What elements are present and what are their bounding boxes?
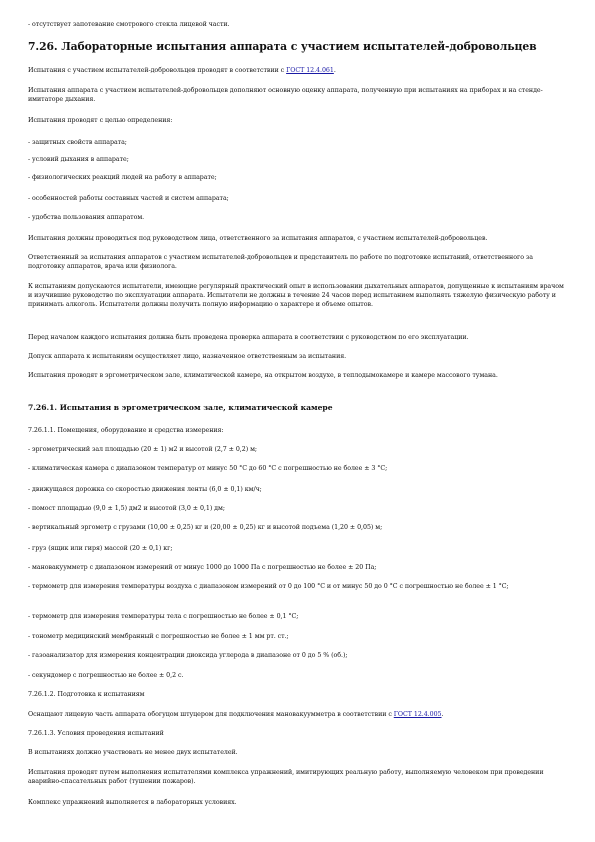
list-item: - движущаяся дорожка со скоростью движения ленты (6,0 ± 0,1) км/ч;: [28, 486, 262, 493]
paragraph: Перед началом каждого испытания должна быть проведена проверка аппарата в соответствии с руководством по его эксплуатации.: [28, 334, 469, 341]
list-item: - защитных свойств аппарата;: [28, 139, 127, 146]
paragraph: 7.26.1.1. Помещения, оборудование и средства измерения:: [28, 427, 224, 434]
paragraph: Допуск аппарата к испытаниям осуществляет лицо, назначенное ответственным за испытания.: [28, 353, 347, 360]
list-item: - мановакуумметр с диапазоном измерений от минус 1000 до 1000 Па с погрешностью не более ± 20 Па;: [28, 564, 377, 571]
paragraph: Испытания проводят путем выполнения испытателями комплекса упражнений, имитирующих реальную работу, выполняемую человеком при проведении аварийно-спасательных работ (тушении пожаров).: [28, 769, 544, 786]
list-item: - тонометр медицинский мембранный с погрешностью не более ± 1 мм рт. ст.;: [28, 633, 289, 640]
paragraph: Оснащают лицевую часть аппарата обогуцом штуцером для подключения мановакуумметра в соответствии с ГОСТ 12.4.005.: [28, 711, 444, 718]
list-item: - термометр для измерения температуры воздуха с диапазоном измерений от 0 до 100 °С и от минус 50 до 0 °С с погрешностью не более ± 1 °С;: [28, 583, 509, 590]
subsection-heading: 7.26.1. Испытания в эргометрическом зале, климатической камере: [28, 403, 333, 412]
list-item: - секундомер с погрешностью не более ± 0,2 с.: [28, 672, 184, 679]
list-item: - условий дыхания в аппарате;: [28, 156, 129, 163]
gost-link[interactable]: ГОСТ 12.4.061: [286, 67, 334, 74]
list-item: - эргометрический зал площадью (20 ± 1) м2 и высотой (2,7 ± 0,2) м;: [28, 446, 257, 453]
paragraph: Испытания с участием испытателей-добровольцев проводят в соответствии с ГОСТ 12.4.061.: [28, 67, 336, 74]
paragraph: Испытания проводят в эргометрическом зале, климатической камере, на открытом воздухе, в теплодымокамере и камере массового тумана.: [28, 372, 498, 379]
paragraph: 7.26.1.3. Условия проведения испытаний: [28, 730, 164, 737]
list-item: - удобства пользования аппаратом.: [28, 214, 145, 221]
list-item: - газоанализатор для измерения концентрации диоксида углерода в диапазоне от 0 до 5 % (об.);: [28, 652, 348, 659]
paragraph: В испытаниях должно участвовать не менее двух испытателей.: [28, 749, 238, 756]
section-heading: 7.26. Лабораторные испытания аппарата с участием испытателей-добровольцев: [28, 40, 537, 53]
list-item: - груз (ящик или гиря) массой (20 ± 0,1) кг;: [28, 545, 173, 552]
list-item: - вертикальный эргометр с грузами (10,00 ± 0,25) кг и (20,00 ± 0,25) кг и высотой подъема (1,20 ± 0,05) м;: [28, 524, 383, 531]
paragraph: Комплекс упражнений выполняется в лабораторных условиях.: [28, 799, 237, 806]
list-item: - особенностей работы составных частей и систем аппарата;: [28, 195, 229, 202]
list-item: - помост площадью (9,0 ± 1,5) дм2 и высотой (3,0 ± 0,1) дм;: [28, 505, 225, 512]
paragraph: Испытания проводят с целью определения:: [28, 117, 173, 124]
list-item: - отсутствует запотевание смотрового стекла лицевой части.: [28, 21, 230, 28]
paragraph: Испытания аппарата с участием испытателей-добровольцев дополняют основную оценку аппарата, полученную при испытаниях на приборах и на стенде-имитаторе дыхания.: [28, 87, 543, 104]
list-item: - климатическая камера с диапазоном температур от минус 50 °С до 60 °С с погрешностью не более ± 3 °С;: [28, 465, 388, 472]
list-item: - физиологических реакций людей на работу в аппарате;: [28, 174, 217, 181]
gost-link[interactable]: ГОСТ 12.4.005: [393, 711, 442, 718]
paragraph: Испытания должны проводиться под руководством лица, ответственного за испытания аппаратов, с участием испытателей-добровольцев.: [28, 235, 488, 242]
list-item: - термометр для измерения температуры тела с погрешностью не более ± 0,1 °С;: [28, 613, 299, 620]
paragraph: К испытаниям допускаются испытатели, имеющие регулярный практический опыт в использовании дыхательных аппаратов, допущенные к испытаниям врачом и изучившие руководство по эксплуатации аппарата. Испытатели не должны в течение 24 часов перед испытанием выполнять тяжелую физическую работу и принимать алкоголь. Испытатели должны получить полную информацию о характере и объеме опытов.: [28, 283, 564, 309]
paragraph: Ответственный за испытания аппаратов с участием испытателей-добровольцев и представитель по работе по подготовке испытаний, ответственного за подготовку аппаратов, врача или физиолога.: [28, 254, 533, 271]
paragraph: 7.26.1.2. Подготовка к испытаниям: [28, 691, 145, 698]
